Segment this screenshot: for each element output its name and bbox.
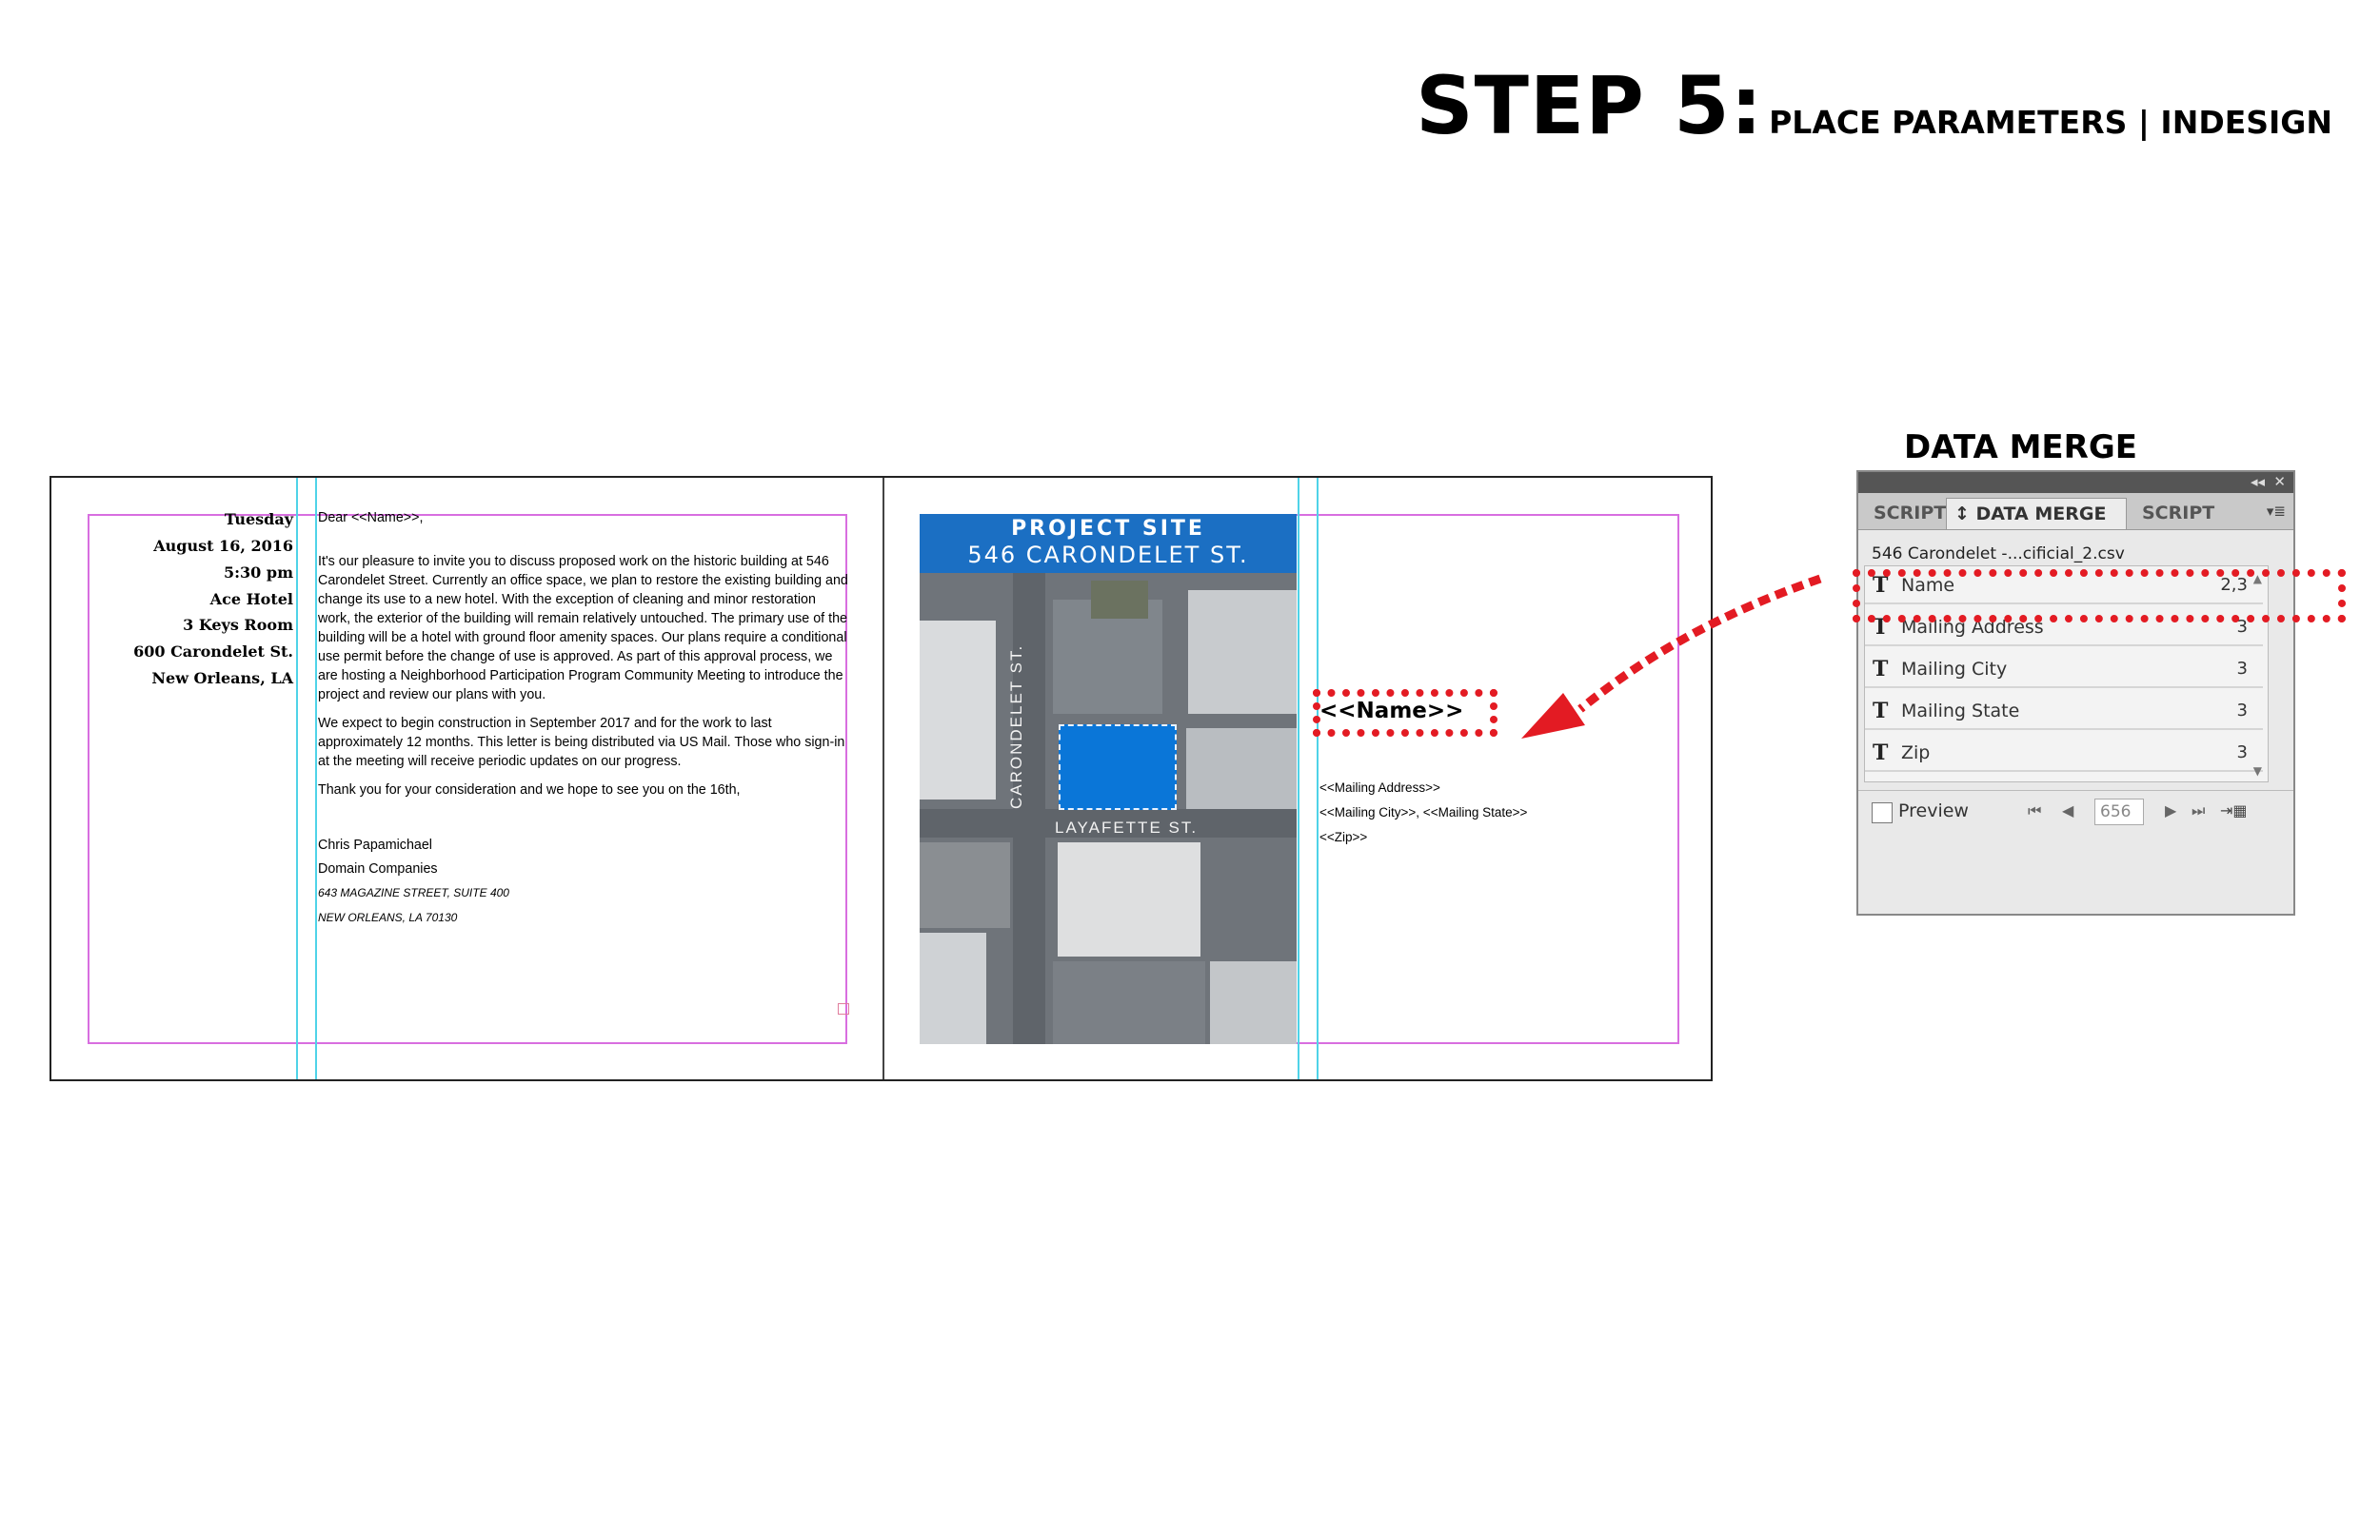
- text-field-icon: T: [1873, 699, 1889, 723]
- scroll-up-icon[interactable]: ▲: [2252, 572, 2262, 585]
- panel-caption: DATA MERGE: [1904, 428, 2137, 466]
- first-record-icon[interactable]: ⏮: [2028, 801, 2042, 819]
- map-title: PROJECT SITE: [1011, 517, 1205, 541]
- event-day: Tuesday: [224, 510, 293, 528]
- field-row-mailing-city[interactable]: [1865, 650, 2263, 688]
- field-name: Zip: [1901, 742, 1931, 763]
- preview-label: Preview: [1898, 800, 1969, 821]
- event-date: August 16, 2016: [153, 537, 293, 555]
- event-street: 600 Carondelet St.: [133, 642, 293, 661]
- map-building: [920, 621, 996, 800]
- panel-menu-icon[interactable]: ▾≣: [2266, 503, 2286, 520]
- map-parking: [1053, 961, 1205, 1044]
- last-record-icon[interactable]: ⏭: [2192, 801, 2206, 819]
- field-count: 3: [2236, 617, 2248, 637]
- data-merge-panel[interactable]: [1856, 470, 2295, 916]
- event-venue: Ace Hotel: [209, 590, 293, 608]
- text-field-icon: T: [1873, 657, 1889, 681]
- map-trees: [1091, 581, 1148, 619]
- project-site-highlight: [1059, 724, 1177, 810]
- document-spread[interactable]: [50, 476, 1713, 1081]
- signer-address-line2: NEW ORLEANS, LA 70130: [318, 911, 458, 924]
- event-city: New Orleans, LA: [151, 669, 293, 687]
- map-building: [920, 933, 986, 1044]
- text-field-icon: T: [1873, 573, 1889, 598]
- field-count: 3: [2236, 742, 2248, 762]
- column-guide[interactable]: [1298, 478, 1299, 1079]
- field-count: 3: [2236, 701, 2248, 721]
- signer-name: Chris Papamichael: [318, 838, 432, 853]
- panel-titlebar[interactable]: [1858, 472, 2293, 493]
- text-field-icon: T: [1873, 740, 1889, 765]
- next-record-icon[interactable]: ▶: [2165, 801, 2177, 819]
- tab-data-merge[interactable]: ↕ DATA MERGE: [1946, 498, 2127, 529]
- field-name: Mailing Address: [1901, 617, 2044, 638]
- map-address: 546 CARONDELET ST.: [967, 542, 1249, 568]
- map-building: [1210, 961, 1297, 1044]
- column-guide[interactable]: [315, 478, 317, 1079]
- step-heading: [1416, 59, 2332, 152]
- tab-script-2[interactable]: SCRIPT: [2142, 503, 2215, 523]
- street-label-carondelet: CARONDELET ST.: [1007, 643, 1025, 809]
- field-count: 3: [2236, 659, 2248, 679]
- project-site-map[interactable]: [920, 514, 1297, 1044]
- letter-greeting: Dear <<Name>>,: [318, 510, 424, 525]
- mailing-address-merge-field[interactable]: <<Mailing Address>>: [1319, 780, 1440, 795]
- step-subtitle: PLACE PARAMETERS | INDESIGN: [1769, 104, 2332, 141]
- letter-paragraph: Thank you for your consideration and we hope to see you on the 16th,: [318, 782, 741, 798]
- close-icon[interactable]: ✕: [2273, 473, 2286, 490]
- panel-tabs: [1858, 493, 2293, 530]
- signer-address-line1: 643 MAGAZINE STREET, SUITE 400: [318, 886, 509, 899]
- field-count: 2,3: [2220, 575, 2248, 595]
- street-label-layafette: LAYAFETTE ST.: [1055, 819, 1199, 837]
- field-name: Name: [1901, 575, 1955, 596]
- step-number: STEP 5:: [1416, 59, 1764, 152]
- event-time: 5:30 pm: [224, 563, 293, 582]
- name-highlight-box: [1313, 689, 1497, 737]
- zip-merge-field[interactable]: <<Zip>>: [1319, 830, 1368, 844]
- letter-paragraph: We expect to begin construction in September 2017 and for the work to last approximately 12 months. This letter is being distributed via US Mail. Those who sign-in at the meeting will receive periodic updates on our progress.: [318, 716, 845, 769]
- data-source-file: 546 Carondelet -...cificial_2.csv: [1872, 544, 2125, 563]
- page-divider: [883, 478, 884, 1079]
- event-details[interactable]: [109, 510, 293, 701]
- record-number-input[interactable]: 656: [2094, 799, 2144, 825]
- field-name: Mailing State: [1901, 701, 2020, 721]
- scroll-down-icon[interactable]: ▼: [2252, 764, 2262, 778]
- column-guide[interactable]: [1317, 478, 1319, 1079]
- previous-record-icon[interactable]: ◀: [2062, 801, 2074, 819]
- letter-text-frame[interactable]: [318, 508, 851, 937]
- create-merged-document-icon[interactable]: ⇥▦: [2220, 801, 2248, 819]
- field-row-zip[interactable]: [1865, 734, 2263, 772]
- signer-company: Domain Companies: [318, 861, 438, 877]
- overset-marker[interactable]: [838, 1003, 849, 1015]
- event-room: 3 Keys Room: [183, 616, 293, 634]
- tab-script[interactable]: SCRIPT: [1874, 503, 1947, 523]
- preview-checkbox[interactable]: [1872, 802, 1893, 823]
- city-state-merge-field[interactable]: <<Mailing City>>, <<Mailing State>>: [1319, 805, 1528, 819]
- field-row-mailing-state[interactable]: [1865, 692, 2263, 730]
- column-guide[interactable]: [296, 478, 298, 1079]
- field-name: Mailing City: [1901, 659, 2008, 680]
- map-header: [920, 514, 1297, 573]
- map-building: [1188, 590, 1297, 714]
- letter-paragraph: It's our pleasure to invite you to discuss proposed work on the historic building at 546 Carondelet Street. Currently an office space, we plan to restore the existing building and change its use to a new hotel. With the exception of cleaning and minor restoration work, the exterior of the building will remain relatively untouched. The primary use of the building will be a hotel with ground floor amenity spaces. Our plans require a conditional use permit before the change of use is approved. As part of this approval process, we are hosting a Neighborhood Participation Program Community Meeting to introduce the project and review our plans with you.: [318, 554, 848, 702]
- map-parking: [920, 842, 1010, 928]
- name-merge-field[interactable]: <<Name>>: [1319, 699, 1464, 723]
- panel-footer: [1858, 790, 2293, 829]
- map-building: [1058, 842, 1200, 957]
- collapse-icon[interactable]: ◂◂: [2250, 473, 2265, 490]
- map-building: [1186, 728, 1297, 809]
- name-field-highlight-box: [1853, 569, 2346, 622]
- text-field-icon: T: [1873, 615, 1889, 640]
